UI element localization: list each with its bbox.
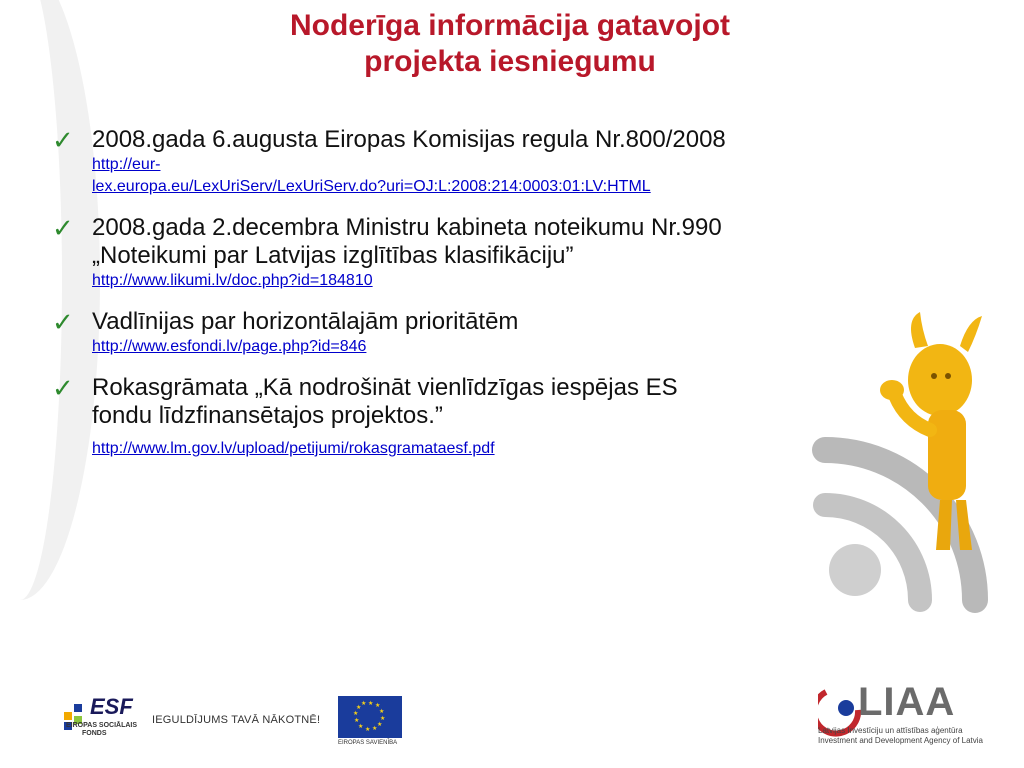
svg-text:★: ★ [358,723,364,730]
eu-label: EIROPAS SAVIENĪBA [338,740,398,746]
item-link[interactable]: http://eur- lex.europa.eu/LexUriServ/LexUriServ.do?uri=OJ:L:2008:214:0003:01:LV:HTML [92,156,651,195]
svg-text:★: ★ [372,725,378,732]
checkmark-icon: ✓ [52,307,74,337]
liaa-subtitle-lv: Latvijas Investīciju un attīstības aģentūra [818,726,963,735]
bullet-list [52,126,852,476]
checkmark-icon: ✓ [52,125,74,155]
list-item [52,374,852,460]
svg-text:★: ★ [368,700,374,707]
svg-text:★: ★ [380,715,386,722]
item-link[interactable]: http://www.lm.gov.lv/upload/petijumi/rokasgramataesf.pdf [92,440,495,457]
svg-text:★: ★ [361,700,367,707]
svg-text:★: ★ [356,704,362,711]
svg-text:★: ★ [354,717,360,724]
slogan-text: IEGULDĪJUMS TAVĀ NĀKOTNĒ! [152,714,321,726]
checkmark-icon: ✓ [52,213,74,243]
slide-title [150,8,870,80]
title-line-2: projekta iesniegumu [364,45,656,78]
title-line-1: Noderīga informācija gatavojot [289,9,731,42]
eu-flag-icon [338,696,402,738]
item-text: 2008.gada 2.decembra Ministru kabineta noteikumu Nr.990 „Noteikumi par Latvijas izglītības klasifikāciju” [92,214,722,269]
svg-text:★: ★ [375,702,381,709]
footer [0,680,1024,768]
item-link[interactable]: http://www.esfondi.lv/page.php?id=846 [92,338,367,355]
rss-figure-illustration [800,300,1024,620]
svg-text:★: ★ [365,726,371,733]
item-text: Vadlīnijas par horizontālajām prioritātēm [92,308,519,335]
list-item [52,126,852,198]
svg-text:★: ★ [379,708,385,715]
esf-subtitle: EIROPAS SOCIĀLAIS FONDS [66,722,138,737]
svg-text:★: ★ [353,710,359,717]
list-item [52,214,852,292]
item-text: Rokasgrāmata „Kā nodrošināt vienlīdzīgas iespējas ES fondu līdzfinansētajos projektos.” [92,374,678,429]
esf-logo-text: ESF [90,694,133,719]
item-text: 2008.gada 6.augusta Eiropas Komisijas regula Nr.800/2008 [92,126,726,153]
svg-text:★: ★ [377,721,383,728]
list-item [52,308,852,358]
liaa-logo-text: LIAA [858,680,956,724]
item-link[interactable]: http://www.likumi.lv/doc.php?id=184810 [92,272,373,289]
checkmark-icon: ✓ [52,373,74,403]
liaa-subtitle-en: Investment and Development Agency of Latvia [818,736,983,745]
